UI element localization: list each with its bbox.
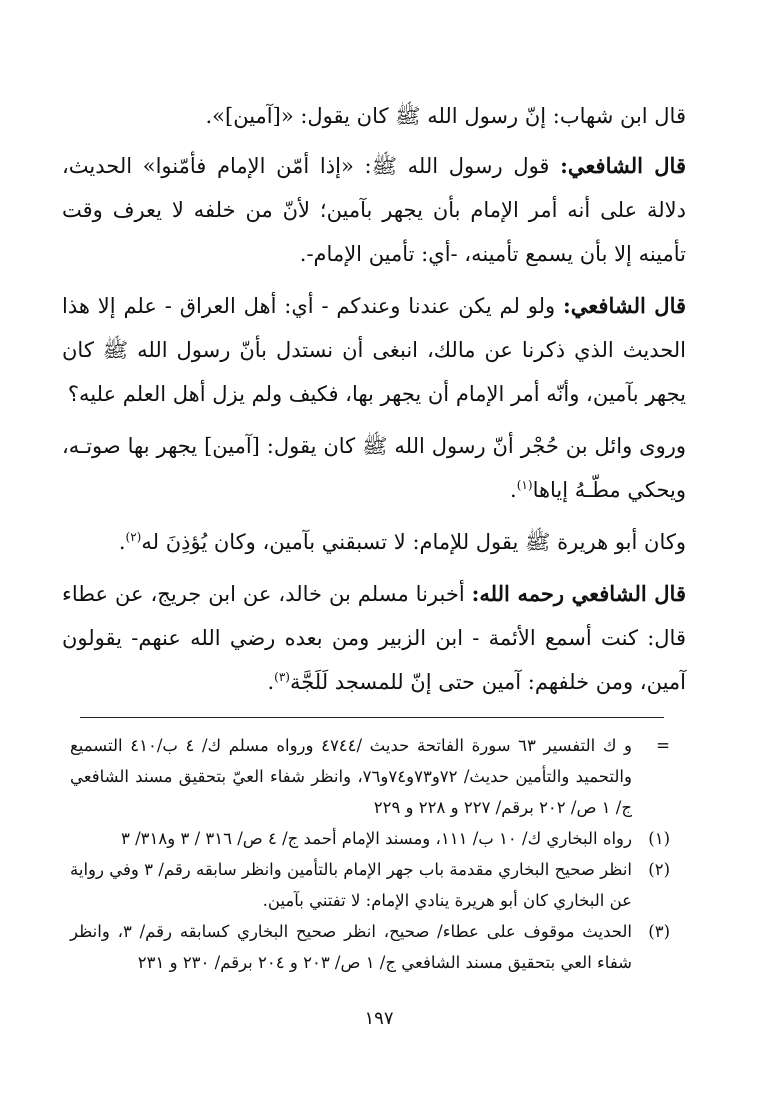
speaker-label: قال الشافعي: <box>560 153 686 178</box>
footnote-3 <box>70 916 670 978</box>
footnote-divider <box>80 717 664 718</box>
footnote-mark: (١) <box>648 829 670 848</box>
paragraph-6-end: . <box>267 670 275 694</box>
paragraph-1 <box>62 94 686 138</box>
paragraph-2-text: قول رسول الله ﷺ: «إذا أمّن الإمام فأمّنوا» الحديث، دلالة على أنه أمر الإمام بأن يجهر بآمين؛ لأنّ من خلفه لا يعرف وقت تأمينه إلا بأن يسمع تأمينه، -أي: تأمين الإمام-. <box>62 154 686 266</box>
paragraph-5-text: وكان أبو هريرة ﷺ يقول للإمام: لا تسبقني بآمين، وكان يُؤذِنَ له <box>141 530 686 554</box>
footnote-text: انظر صحيح البخاري مقدمة باب جهر الإمام بالتأمين وانظر سابقه رقم/ ٣ وفي رواية عن البخاري كان أبو هريرة ينادي الإمام: لا تفتني بآمين. <box>70 860 633 910</box>
paragraph-6-text: أخبرنا مسلم بن خالد، عن ابن جريج، عن عطاء قال: كنت أسمع الأئمة - ابن الزبير ومن بعده رضي الله عنهم- يقولون آمين، ومن خلفهم: آمين حتى إنّ للمسجد لَلَجَّة <box>62 582 686 694</box>
footnote-text: و ك التفسير ٦٣ سورة الفاتحة حديث /٤٧٤٤ ورواه مسلم ك/ ٤ ب/٤١٠ التسميع والتحميد والتأمين حديث/ ٧٢و٧٣و٧٤و٧٦، وانظر شفاء العيّ بتحقيق مسند الشافعي ج/ ١ ص/ ٢٠٢ برقم/ ٢٢٧ و ٢٢٨ و ٢٢٩ <box>70 736 633 817</box>
paragraph-6 <box>62 572 686 704</box>
paragraph-4-text: وروى وائل بن حُجْر أنّ رسول الله ﷺ كان يقول: [آمين] يجهر بها صوتـه، ويحكي مطّـهُ إياها <box>62 434 686 502</box>
speaker-label: قال الشافعي رحمه الله: <box>471 581 686 606</box>
paragraph-2 <box>62 144 686 276</box>
footnote-mark: (٢) <box>648 860 670 879</box>
footnote-text: رواه البخاري ك/ ١٠ ب/ ١١١، ومسند الإمام أحمد ج/ ٤ ص/ ٣١٦ / ٣ و٣١٨/ ٣ <box>120 829 632 848</box>
footnote-mark: (٣) <box>648 922 670 941</box>
main-text <box>62 94 686 712</box>
paragraph-5-end: . <box>118 530 126 554</box>
footnote-text: الحديث موقوف على عطاء/ صحيح، انظر صحيح البخاري كسابقه رقم/ ٣، وانظر شفاء العي بتحقيق مسند الشافعي ج/ ١ ص/ ٢٠٣ و ٢٠٤ برقم/ ٢٣٠ و ٢٣١ <box>70 922 632 972</box>
paragraph-4-end: . <box>510 478 517 502</box>
footnote-ref-2[interactable]: (٢) <box>125 530 142 544</box>
footnote-ref-1[interactable]: (١) <box>516 478 533 492</box>
paragraph-1-text: قال ابن شهاب: إنّ رسول الله ﷺ كان يقول: «[آمين]». <box>205 104 686 128</box>
footnote-ref-3[interactable]: (٣) <box>274 670 290 684</box>
footnotes <box>70 730 670 978</box>
footnote-continuation <box>70 730 670 823</box>
paragraph-4 <box>62 424 686 512</box>
footnote-mark: = <box>656 736 670 755</box>
speaker-label: قال الشافعي: <box>563 293 687 318</box>
footnote-1 <box>70 823 670 854</box>
page-number: ١٩٧ <box>364 1008 394 1029</box>
paragraph-3 <box>62 284 686 416</box>
paragraph-5 <box>62 520 686 564</box>
footnote-2 <box>70 854 670 916</box>
paragraph-3-text: ولو لم يكن عندنا وعندكم - أي: أهل العراق - علم إلا هذا الحديث الذي ذكرنا عن مالك، انبغى أن نستدل بأنّ رسول الله ﷺ كان يجهر بآمين، وأنّه أمر الإمام أن يجهر بها، فكيف ولم يزل أهل العلم عليه؟ <box>62 294 686 406</box>
